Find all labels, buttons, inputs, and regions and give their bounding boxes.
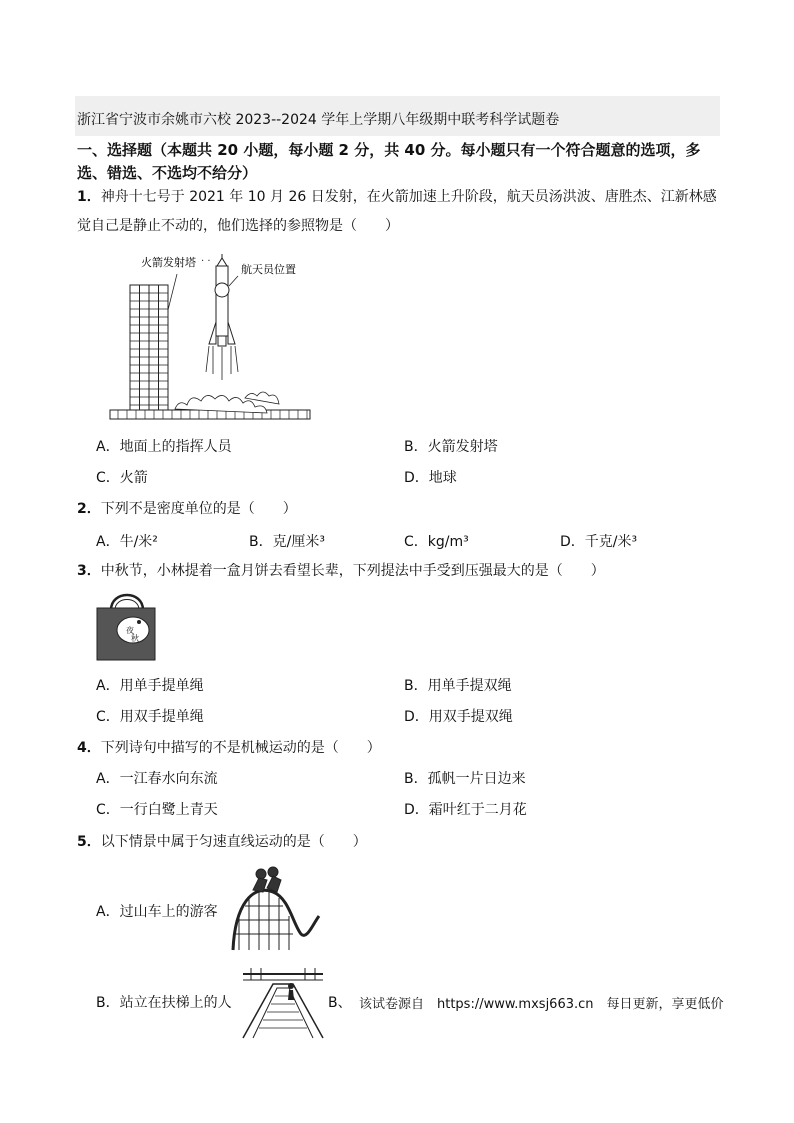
- question-text: 神舟十七号于 2021 年 10 月 26 日发射，在火箭加速上升阶段，航天员汤洪波、唐胜杰、江新林感: [100, 189, 717, 205]
- q5-option-b-marker: B、: [328, 995, 352, 1011]
- q3-option-c[interactable]: C．用双手提单绳: [96, 709, 204, 725]
- question-2: [77, 497, 297, 521]
- tower-label: 火箭发射塔: [141, 256, 196, 269]
- q4-option-d[interactable]: D．霜叶红于二月花: [404, 802, 527, 818]
- q4-option-c[interactable]: C．一行白鹭上青天: [96, 802, 218, 818]
- q5-option-a[interactable]: A．过山车上的游客: [96, 904, 218, 920]
- svg-text:秋: 秋: [131, 634, 139, 643]
- q3-option-b[interactable]: B．用单手提双绳: [404, 678, 512, 694]
- q1-option-b[interactable]: B．火箭发射塔: [404, 439, 498, 455]
- q1-option-c[interactable]: C．火箭: [96, 470, 148, 486]
- q3-option-d[interactable]: D．用双手提双绳: [404, 709, 513, 725]
- question-number: 4．: [77, 740, 101, 756]
- q2-option-a[interactable]: A．牛/米²: [96, 534, 158, 550]
- q1-option-a[interactable]: A．地面上的指挥人员: [96, 439, 232, 455]
- q3-option-a[interactable]: A．用单手提单绳: [96, 678, 204, 694]
- mooncake-bag-figure: [95, 588, 159, 662]
- svg-text:夜: 夜: [126, 626, 134, 635]
- question-number: 2．: [77, 501, 101, 517]
- question-number: 1．: [77, 189, 101, 205]
- q2-option-b[interactable]: B．克/厘米³: [249, 534, 325, 550]
- q4-option-b[interactable]: B．孤帆一片日边来: [404, 771, 526, 787]
- question-4: [77, 736, 381, 760]
- roller-coaster-figure: [223, 864, 321, 952]
- question-text: 中秋节，小林提着一盒月饼去看望长辈，下列提法中手受到压强最大的是（ ）: [100, 563, 605, 579]
- q5-option-b[interactable]: B．站立在扶梯上的人: [96, 995, 232, 1011]
- page-title: 浙江省宁波市余姚市六校 2023--2024 学年上学期八年级期中联考科学试题卷: [77, 112, 560, 128]
- question-1-line-1: [77, 185, 717, 209]
- rocket-drawing: [209, 254, 235, 346]
- astronaut-label: 航天员位置: [241, 263, 296, 276]
- question-text: 以下情景中属于匀速直线运动的是（ ）: [100, 834, 367, 850]
- svg-text:· ·: · ·: [201, 256, 211, 267]
- rocket-launch-figure: [105, 252, 320, 424]
- q2-option-d[interactable]: D．千克/米³: [560, 534, 638, 550]
- question-5: [77, 830, 367, 854]
- escalator-figure: [239, 966, 327, 1040]
- source-notice: 该试卷源自 https://www.mxsj663.cn 每日更新，享更低价: [359, 997, 724, 1012]
- section-heading: 一、选择题（本题共 20 小题，每小题 2 分，共 40 分。每小题只有一个符合题意的选项，多选、错选、不选均不给分）: [77, 141, 701, 182]
- question-number: 3．: [77, 563, 101, 579]
- q4-option-a[interactable]: A．一江春水向东流: [96, 771, 218, 787]
- launch-tower-drawing: [130, 285, 168, 410]
- question-number: 5．: [77, 834, 101, 850]
- question-3: [77, 559, 605, 583]
- q1-option-d[interactable]: D．地球: [404, 470, 457, 486]
- smoke-clouds: [175, 392, 279, 413]
- question-text: 下列不是密度单位的是（ ）: [100, 501, 297, 517]
- question-1-line-2: 觉自己是静止不动的，他们选择的参照物是（ ）: [77, 218, 399, 234]
- question-text: 下列诗句中描写的不是机械运动的是（ ）: [100, 740, 381, 756]
- q2-option-c[interactable]: C．kg/m³: [404, 534, 469, 550]
